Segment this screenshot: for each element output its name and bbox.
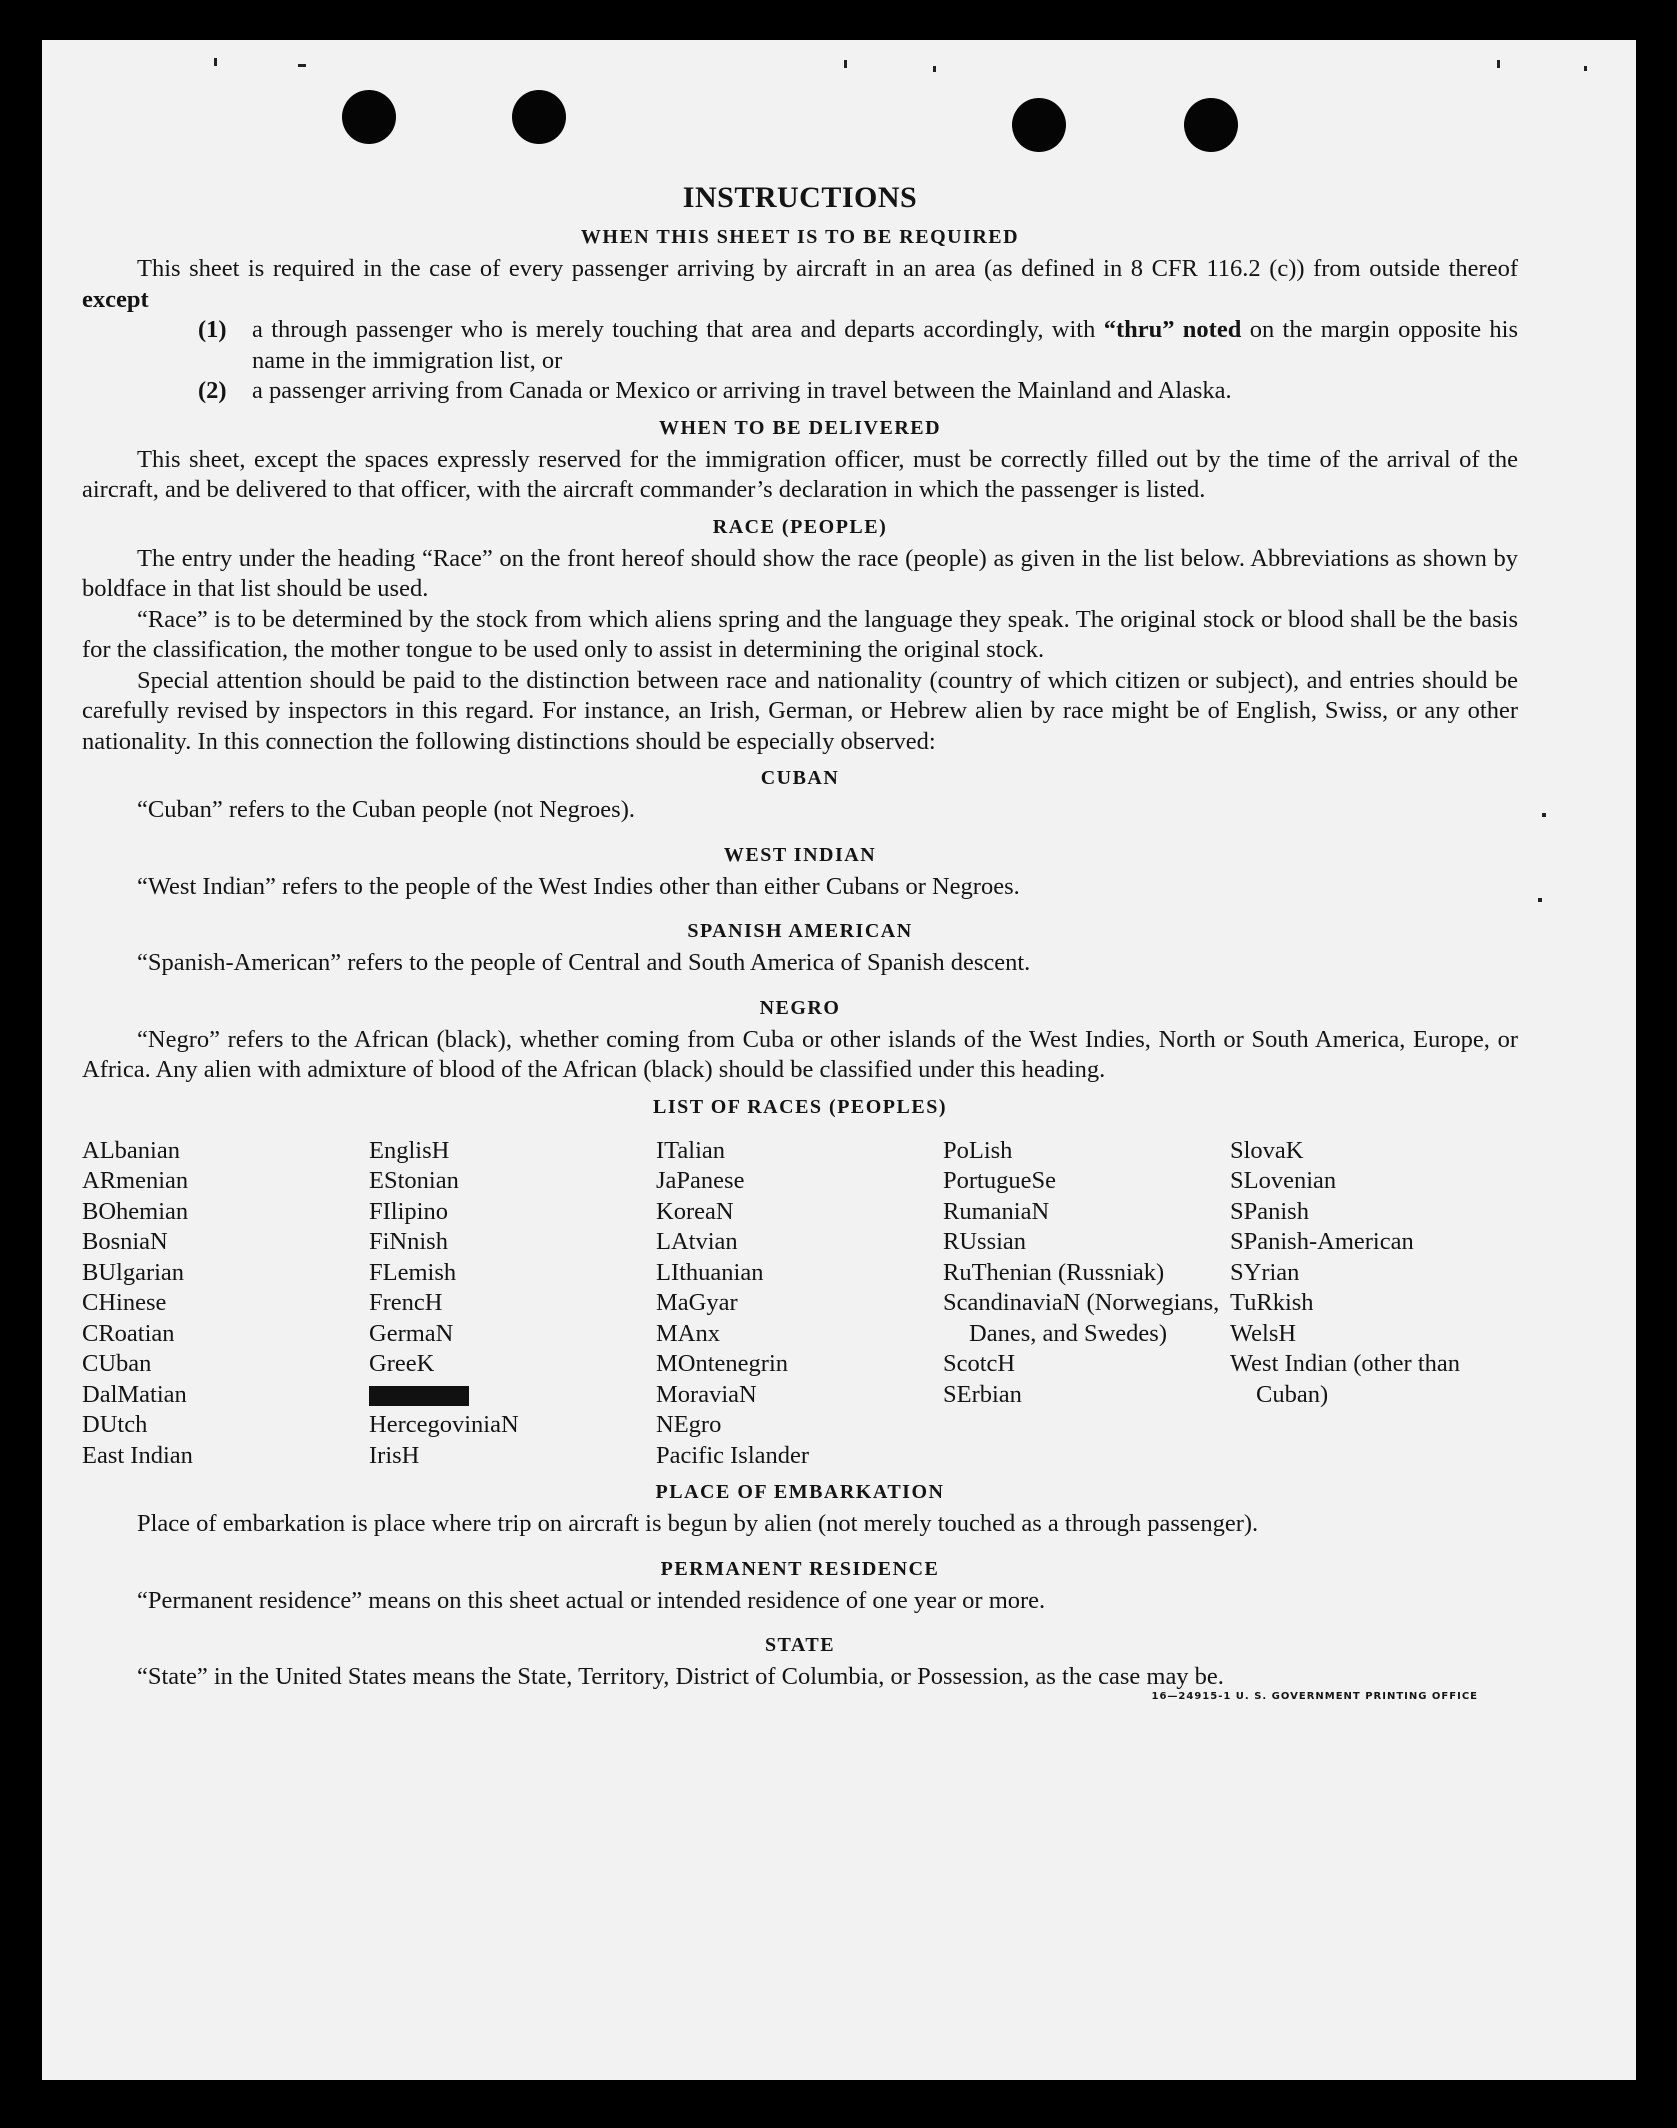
heading-embarkation: PLACE OF EMBARKATION	[655, 1481, 945, 1503]
speck	[1542, 813, 1546, 817]
race-entry: Pacific Islander	[656, 1441, 810, 1469]
race-entry: SLovenian	[1230, 1167, 1337, 1194]
race-entry: CHinese	[82, 1289, 167, 1316]
race-entry: RumaniaN	[943, 1197, 1050, 1225]
paragraph-spanish-american: “Spanish-American” refers to the people of Central and South America of Spanish descent.	[137, 949, 1031, 976]
race-entry: NEgro	[656, 1411, 722, 1438]
speck	[1538, 898, 1542, 902]
speck	[298, 64, 306, 67]
heading-negro: NEGRO	[759, 996, 841, 1019]
paragraph-embarkation: Place of embarkation is place where trip on aircraft is begun by alien (not merely touched as a through passenger).	[137, 1510, 1259, 1537]
race-entry: PoLish	[943, 1136, 1013, 1164]
race-column-4	[943, 1136, 1230, 1472]
paragraph-required-intro: This sheet is required in the case of every passenger arriving by aircraft in an area (as defined in 8 CFR 116.2 (c)) from outside thereof except	[82, 255, 1518, 313]
race-entry: MoraviaN	[656, 1380, 757, 1408]
race-entry: FrencH	[369, 1289, 443, 1316]
race-entry: EnglisH	[369, 1136, 450, 1164]
race-column-3	[656, 1136, 943, 1472]
race-entry: BOhemian	[82, 1197, 189, 1225]
race-list	[82, 1136, 1518, 1472]
race-column-1	[82, 1136, 369, 1472]
race-entry: BosniaN	[82, 1228, 168, 1255]
paragraph-state: “State” in the United States means the State, Territory, District of Columbia, or Possession, as the case may be.	[137, 1663, 1224, 1690]
speck	[1497, 60, 1500, 68]
race-entry: MAnx	[656, 1319, 720, 1347]
race-entry: MOntenegrin	[656, 1350, 788, 1377]
paragraph-negro: “Negro” refers to the African (black), whether coming from Cuba or other islands of the West Indies, North or South America, Europe, or Africa. Any alien with admixture of blood of the African (black) should be classified under this heading.	[82, 1025, 1518, 1083]
page-title: INSTRUCTIONS	[682, 181, 918, 214]
race-entry: FLemish	[369, 1258, 457, 1286]
paragraph-race-1: The entry under the heading “Race” on the front hereof should show the race (people) as given in the list below. Abbreviations as shown by boldface in that list should be used.	[82, 544, 1518, 602]
race-entry: ARmenian	[82, 1167, 189, 1194]
punch-hole	[1012, 98, 1066, 152]
race-entry: FiNnish	[369, 1228, 448, 1255]
race-entry: IrisH	[369, 1441, 420, 1469]
race-entry: East Indian	[82, 1441, 193, 1469]
heading-permanent-residence: PERMANENT RESIDENCE	[660, 1557, 940, 1580]
race-entry: LAtvian	[656, 1228, 738, 1255]
race-entry: ScandinaviaN (Norwegians, Danes, and Swedes)	[943, 1289, 1220, 1347]
race-entry: GermaN	[369, 1319, 454, 1347]
printing-office-footer: 16—24915-1 U. S. GOVERNMENT PRINTING OFFICE	[1151, 1691, 1478, 1702]
speck	[844, 60, 847, 68]
race-entry: SErbian	[943, 1380, 1022, 1408]
race-entry: ScotcH	[943, 1350, 1016, 1377]
speck	[214, 58, 217, 66]
paragraph-permanent-residence: “Permanent residence” means on this sheet actual or intended residence of one year or more.	[137, 1586, 1046, 1614]
race-entry: TuRkish	[1230, 1289, 1314, 1316]
race-entry: FIlipino	[369, 1197, 448, 1225]
document-sheet	[42, 40, 1636, 2080]
race-entry: RuThenian (Russniak)	[943, 1258, 1165, 1286]
race-entry: West Indian (other than Cuban)	[1230, 1350, 1461, 1408]
race-entry: LIthuanian	[656, 1258, 764, 1286]
heading-spanish-american: SPANISH AMERICAN	[687, 920, 913, 942]
race-entry: WelsH	[1230, 1319, 1297, 1347]
race-column-2	[369, 1136, 656, 1472]
heading-when-required: WHEN THIS SHEET IS TO BE REQUIRED	[580, 226, 1020, 248]
race-entry: CRoatian	[82, 1319, 175, 1347]
paragraph-west-indian: “West Indian” refers to the people of the West Indies other than either Cubans or Negroes.	[137, 872, 1020, 900]
race-entry: ALbanian	[82, 1136, 180, 1164]
paragraph-delivered: This sheet, except the spaces expressly reserved for the immigration officer, must be correctly filled out by the time of the arrival of the aircraft, and be delivered to that officer, with the aircraft commander’s declaration in which the passenger is listed.	[82, 445, 1518, 503]
speck	[933, 66, 936, 72]
race-entry: RUssian	[943, 1228, 1027, 1255]
race-entry: SPanish-American	[1230, 1228, 1414, 1255]
race-entry: CUban	[82, 1350, 152, 1377]
race-entry: PortugueSe	[943, 1167, 1056, 1194]
race-entry: SlovaK	[1230, 1136, 1304, 1164]
race-entry: KoreaN	[656, 1197, 734, 1225]
paragraph-cuban: “Cuban” refers to the Cuban people (not Negroes).	[137, 796, 635, 823]
race-entry: HercegoviniaN	[369, 1411, 519, 1438]
heading-list-of-races: LIST OF RACES (PEOPLES)	[652, 1095, 947, 1118]
punch-hole	[342, 90, 396, 144]
redaction-mark	[369, 1386, 469, 1406]
redacted-entry	[369, 1380, 656, 1411]
race-entry: DalMatian	[82, 1380, 187, 1408]
speck	[1584, 66, 1587, 71]
race-entry: SYrian	[1230, 1258, 1300, 1286]
race-entry: SPanish	[1230, 1197, 1309, 1225]
heading-west-indian: WEST INDIAN	[723, 843, 877, 866]
heading-race: RACE (PEOPLE)	[712, 515, 888, 538]
race-entry: DUtch	[82, 1411, 148, 1438]
heading-when-delivered: WHEN TO BE DELIVERED	[658, 416, 942, 439]
heading-cuban: CUBAN	[760, 767, 840, 789]
punch-hole	[1184, 98, 1238, 152]
race-entry: ITalian	[656, 1136, 726, 1164]
list-item-1: (1) a through passenger who is merely touching that area and departs accordingly, with “thru” noted on the margin opposite his name in the immigration list, or	[198, 316, 1519, 374]
heading-state: STATE	[764, 1634, 836, 1656]
race-column-5	[1230, 1136, 1517, 1472]
list-item-2: (2) a passenger arriving from Canada or Mexico or arriving in travel between the Mainland and Alaska.	[198, 377, 1232, 404]
punch-hole	[512, 90, 566, 144]
race-entry: BUlgarian	[82, 1258, 185, 1286]
document-body	[82, 180, 1519, 1702]
race-entry: GreeK	[369, 1350, 435, 1377]
paragraph-race-3: Special attention should be paid to the distinction between race and nationality (country of which citizen or subject), and entries should be carefully revised by inspectors in this regard. For instance, an Irish, German, or Hebrew alien by race might be of English, Swiss, or any other nationality. In this connection the following distinctions should be especially observed:	[82, 666, 1518, 755]
paragraph-race-2: “Race” is to be determined by the stock from which aliens spring and the language they speak. The original stock or blood shall be the basis for the classification, the mother tongue to be used only to assist in determining the original stock.	[82, 605, 1518, 663]
race-entry: EStonian	[369, 1167, 459, 1194]
race-entry: JaPanese	[656, 1167, 745, 1194]
race-entry: MaGyar	[656, 1289, 738, 1316]
